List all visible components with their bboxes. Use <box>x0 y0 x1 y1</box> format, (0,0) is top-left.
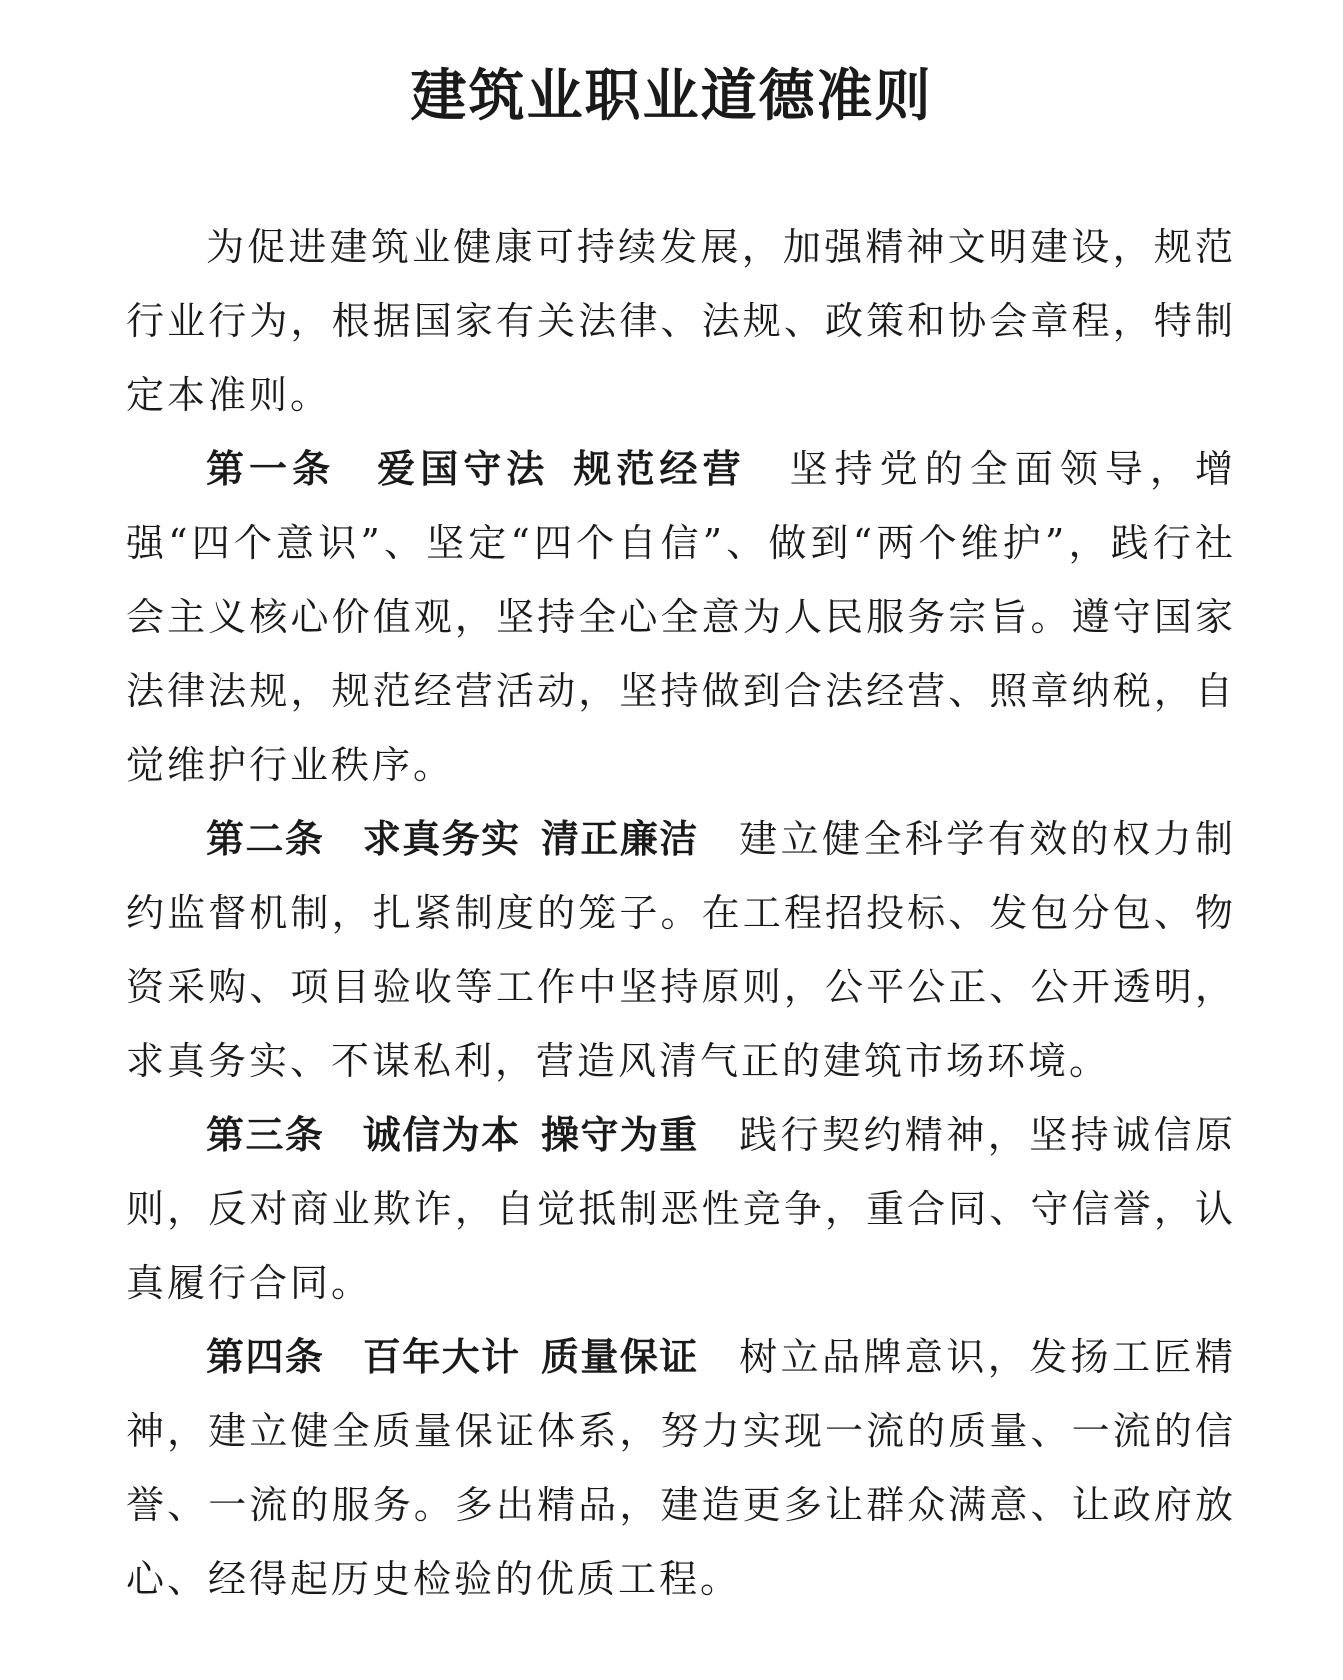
article-4-number: 第四条 <box>206 1335 325 1379</box>
preamble-paragraph: 为促进建筑业健康可持续发展，加强精神文明建设，规范行业行为，根据国家有关法律、法规、政策和协会章程，特制定本准则。 <box>126 225 1236 417</box>
article-1-heading-a: 爱国守法 <box>373 447 550 491</box>
article-3-number: 第三条 <box>206 1113 325 1157</box>
article-2-text: 建立健全科学有效的权力制约监督机制，扎紧制度的笼子。在工程招投标、发包分包、物资采购、项目验收等工作中坚持原则，公平公正、公开透明，求真务实、不谋私利，营造风清气正的建筑市场环境。 <box>126 817 1236 1083</box>
article-4-heading-b: 质量保证 <box>540 1335 699 1379</box>
article-3-heading-b: 操守为重 <box>540 1113 699 1157</box>
article-4 <box>126 1320 1236 1616</box>
article-1 <box>126 432 1236 802</box>
article-4-text: 树立品牌意识，发扬工匠精神，建立健全质量保证体系，努力实现一流的质量、一流的信誉、一流的服务。多出精品，建造更多让群众满意、让政府放心、经得起历史检验的优质工程。 <box>126 1335 1236 1601</box>
article-2-number: 第二条 <box>206 817 325 861</box>
document-body <box>126 210 1236 1616</box>
article-1-heading-b: 规范经营 <box>569 447 746 491</box>
article-2-heading-a: 求真务实 <box>362 817 521 861</box>
article-2 <box>126 802 1236 1098</box>
article-3-heading-a: 诚信为本 <box>362 1113 521 1157</box>
page-title: 建筑业职业道德准则 <box>410 63 933 129</box>
article-3 <box>126 1098 1236 1320</box>
article-3-text: 践行契约精神，坚持诚信原则，反对商业欺诈，自觉抵制恶性竞争，重合同、守信誉，认真履行合同。 <box>126 1113 1236 1305</box>
article-2-heading-b: 清正廉洁 <box>540 817 699 861</box>
article-4-heading-a: 百年大计 <box>362 1335 521 1379</box>
article-1-number: 第一条 <box>206 447 336 491</box>
article-1-text: 坚持党的全面领导，增强“四个意识”、坚定“四个自信”、做到“两个维护”，践行社会主义核心价值观，坚持全心全意为人民服务宗旨。遵守国家法律法规，规范经营活动，坚持做到合法经营、照章纳税，自觉维护行业秩序。 <box>126 447 1236 787</box>
